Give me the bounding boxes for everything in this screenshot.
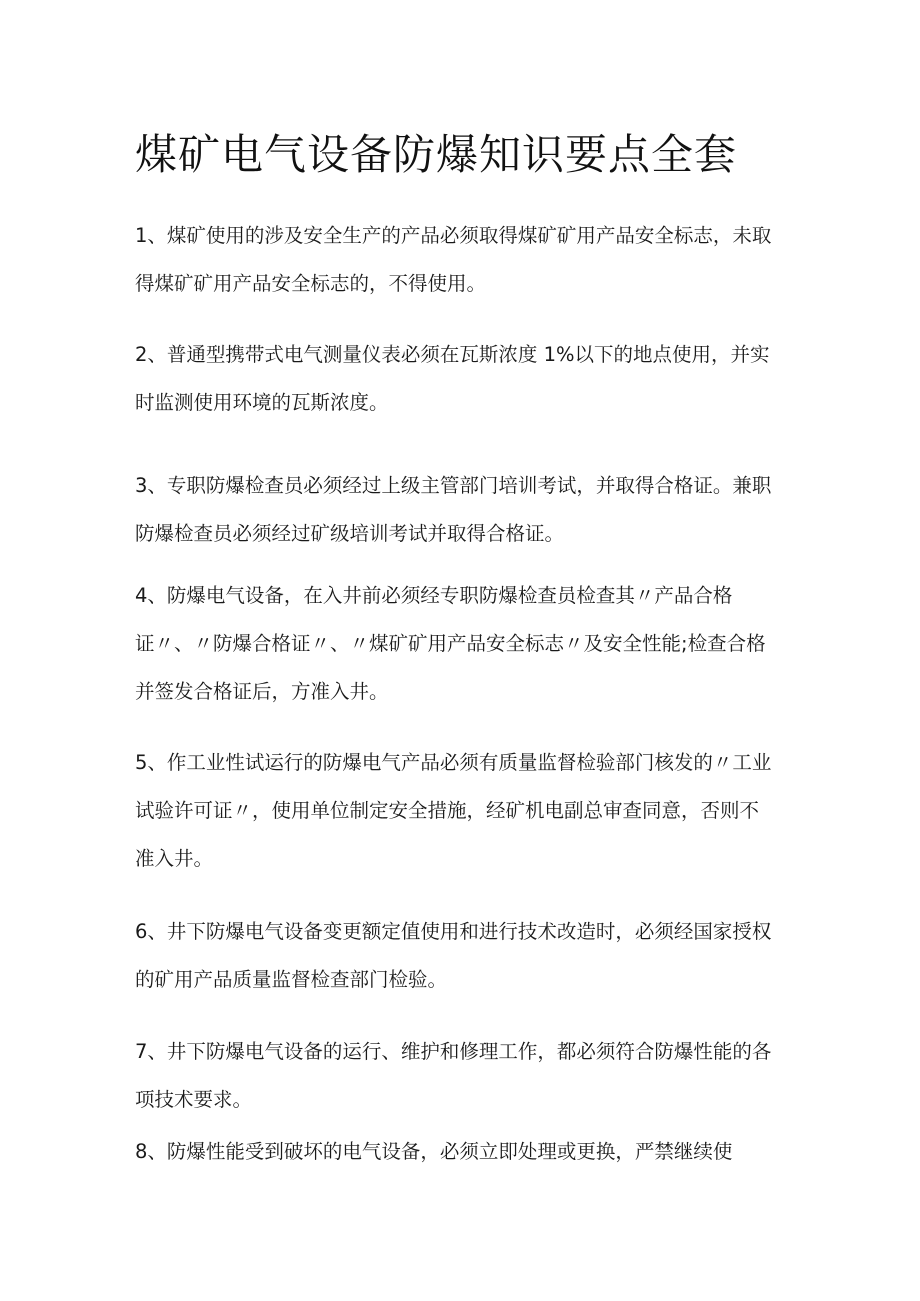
item-2-line-2: 时监测使用环境的瓦斯浓度。 bbox=[135, 391, 389, 414]
list-item bbox=[135, 462, 790, 558]
document-title: 煤矿电气设备防爆知识要点全套 bbox=[135, 130, 738, 179]
item-7-line-2: 项技术要求。 bbox=[135, 1088, 253, 1111]
list-item bbox=[135, 739, 790, 883]
item-3-line-1: 3、专职防爆检查员必须经过上级主管部门培训考试，并取得合格证。兼职 bbox=[135, 474, 772, 497]
item-5-line-2: 试验许可证〃，使用单位制定安全措施，经矿机电副总审查同意，否则不 bbox=[135, 799, 760, 822]
item-7-line-1: 7、井下防爆电气设备的运行、维护和修理工作，都必须符合防爆性能的各 bbox=[135, 1040, 772, 1063]
item-6-line-2: 的矿用产品质量监督检查部门检验。 bbox=[135, 968, 448, 991]
item-1-line-2: 得煤矿矿用产品安全标志的，不得使用。 bbox=[135, 272, 487, 295]
item-4-line-1: 4、防爆电气设备，在入井前必须经专职防爆检查员检查其〃产品合格 bbox=[135, 584, 733, 607]
list-item bbox=[135, 908, 790, 1004]
list-item bbox=[135, 331, 790, 427]
list-item bbox=[135, 212, 790, 308]
item-4-line-3: 并签发合格证后，方准入井。 bbox=[135, 680, 389, 703]
item-3-line-2: 防爆检查员必须经过矿级培训考试并取得合格证。 bbox=[135, 522, 565, 545]
item-4-line-2: 证〃、〃防爆合格证〃、〃煤矿矿用产品安全标志〃及安全性能;检查合格 bbox=[135, 632, 766, 655]
list-item bbox=[135, 1028, 790, 1124]
item-6-line-1: 6、井下防爆电气设备变更额定值使用和进行技术改造时，必须经国家授权 bbox=[135, 920, 772, 943]
list-item bbox=[135, 1128, 790, 1176]
item-5-line-1: 5、作工业性试运行的防爆电气产品必须有质量监督检验部门核发的〃工业 bbox=[135, 751, 772, 774]
list-item bbox=[135, 572, 790, 716]
item-8-line-1: 8、防爆性能受到破坏的电气设备，必须立即处理或更换，严禁继续使 bbox=[135, 1140, 733, 1163]
item-2-line-1: 2、普通型携带式电气测量仪表必须在瓦斯浓度 1%以下的地点使用，并实 bbox=[135, 343, 770, 366]
item-5-line-3: 准入井。 bbox=[135, 847, 214, 870]
item-1-line-1: 1、煤矿使用的涉及安全生产的产品必须取得煤矿矿用产品安全标志，未取 bbox=[135, 224, 772, 247]
